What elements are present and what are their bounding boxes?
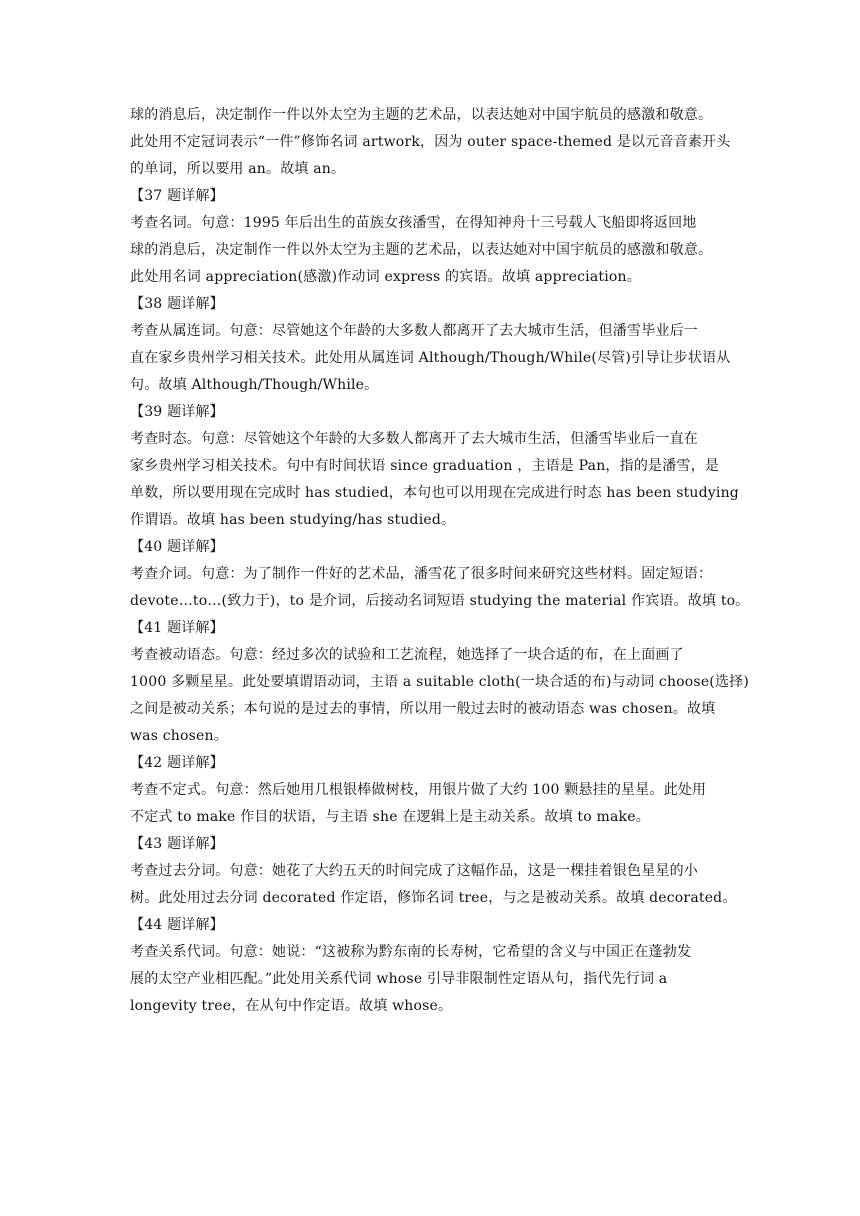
paragraph-line: 作谓语。故填 has been studying/has studied。 bbox=[130, 512, 456, 528]
section-heading: 【40 题详解】 bbox=[130, 539, 224, 555]
document-page bbox=[130, 102, 750, 1020]
section-heading: 【42 题详解】 bbox=[130, 755, 224, 771]
paragraph-line: 展的太空产业相匹配。”此处用关系代词 whose 引导非限制性定语从句，指代先行词 a bbox=[130, 971, 668, 987]
explanation-paragraph bbox=[130, 939, 730, 1020]
paragraph-line: 考查关系代词。句意：她说：“这被称为黔东南的长寿树，它希望的含义与中国正在蓬勃发 bbox=[130, 944, 692, 960]
explanation-paragraph bbox=[130, 426, 739, 534]
paragraph-line: 不定式 to make 作目的状语，与主语 she 在逻辑上是主动关系。故填 to make。 bbox=[130, 809, 650, 825]
section-heading: 【43 题详解】 bbox=[130, 836, 224, 852]
paragraph-line: 考查被动语态。句意：经过多次的试验和工艺流程，她选择了一块合适的布，在上面画了 bbox=[130, 647, 684, 663]
section-heading: 【44 题详解】 bbox=[130, 917, 224, 933]
paragraph-line: 单数，所以要用现在完成时 has studied，本句也可以用现在完成进行时态 has been studying bbox=[130, 485, 739, 501]
explanation-paragraph bbox=[130, 642, 750, 750]
paragraph-line: 的单词，所以要用 an。故填 an。 bbox=[130, 161, 346, 177]
paragraph-line: devote…to…(致力于)，to 是介词，后接动名词短语 studying the material 作宾语。故填 to。 bbox=[130, 593, 750, 609]
section-heading: 【37 题详解】 bbox=[130, 188, 224, 204]
section-heading: 【41 题详解】 bbox=[130, 620, 224, 636]
explanation-paragraph bbox=[130, 102, 730, 183]
paragraph-line: 之间是被动关系；本句说的是过去的事情，所以用一般过去时的被动语态 was chosen。故填 bbox=[130, 701, 716, 717]
paragraph-line: 直在家乡贵州学习相关技术。此处用从属连词 Although/Though/While(尽管)引导让步状语从 bbox=[130, 350, 731, 366]
explanation-paragraph bbox=[130, 777, 730, 831]
explanation-paragraph bbox=[130, 561, 750, 615]
explanation-paragraph bbox=[130, 858, 737, 912]
explanation-paragraph bbox=[130, 318, 730, 399]
paragraph-line: 此处用名词 appreciation(感激)作动词 express 的宾语。故填 appreciation。 bbox=[130, 269, 641, 285]
paragraph-line: 句。故填 Although/Though/While。 bbox=[130, 377, 379, 393]
paragraph-line: 1000 多颗星星。此处要填谓语动词，主语 a suitable cloth(一块合适的布)与动词 choose(选择) bbox=[130, 674, 750, 690]
paragraph-line: 考查过去分词。句意：她花了大约五天的时间完成了这幅作品，这是一棵挂着银色星星的小 bbox=[130, 863, 698, 879]
section-heading: 【39 题详解】 bbox=[130, 404, 224, 420]
paragraph-line: 考查介词。句意：为了制作一件好的艺术品，潘雪花了很多时间来研究这些材料。固定短语： bbox=[130, 566, 713, 582]
paragraph-line: 考查不定式。句意：然后她用几根银棒做树枝，用银片做了大约 100 颗悬挂的星星。此处用 bbox=[130, 782, 707, 798]
paragraph-line: 树。此处用过去分词 decorated 作定语，修饰名词 tree，与之是被动关系。故填 decorated。 bbox=[130, 890, 737, 906]
paragraph-line: 球的消息后，决定制作一件以外太空为主题的艺术品，以表达她对中国宇航员的感激和敬意。 bbox=[130, 242, 713, 258]
paragraph-line: 考查时态。句意：尽管她这个年龄的大多数人都离开了去大城市生活，但潘雪毕业后一直在 bbox=[130, 431, 698, 447]
paragraph-line: was chosen。 bbox=[130, 728, 228, 744]
paragraph-line: 家乡贵州学习相关技术。句中有时间状语 since graduation ，主语是 Pan，指的是潘雪，是 bbox=[130, 458, 720, 474]
paragraph-line: 考查名词。句意：1995 年后出生的苗族女孩潘雪，在得知神舟十三号载人飞船即将返回地 bbox=[130, 215, 697, 231]
explanation-paragraph bbox=[130, 210, 730, 291]
paragraph-line: 此处用不定冠词表示“一件”修饰名词 artwork，因为 outer space-themed 是以元音音素开头 bbox=[130, 134, 731, 150]
paragraph-line: 考查从属连词。句意：尽管她这个年龄的大多数人都离开了去大城市生活，但潘雪毕业后一 bbox=[130, 323, 698, 339]
section-heading: 【38 题详解】 bbox=[130, 296, 224, 312]
paragraph-line: longevity tree，在从句中作定语。故填 whose。 bbox=[130, 998, 453, 1014]
paragraph-line: 球的消息后，决定制作一件以外太空为主题的艺术品，以表达她对中国宇航员的感激和敬意。 bbox=[130, 107, 713, 123]
